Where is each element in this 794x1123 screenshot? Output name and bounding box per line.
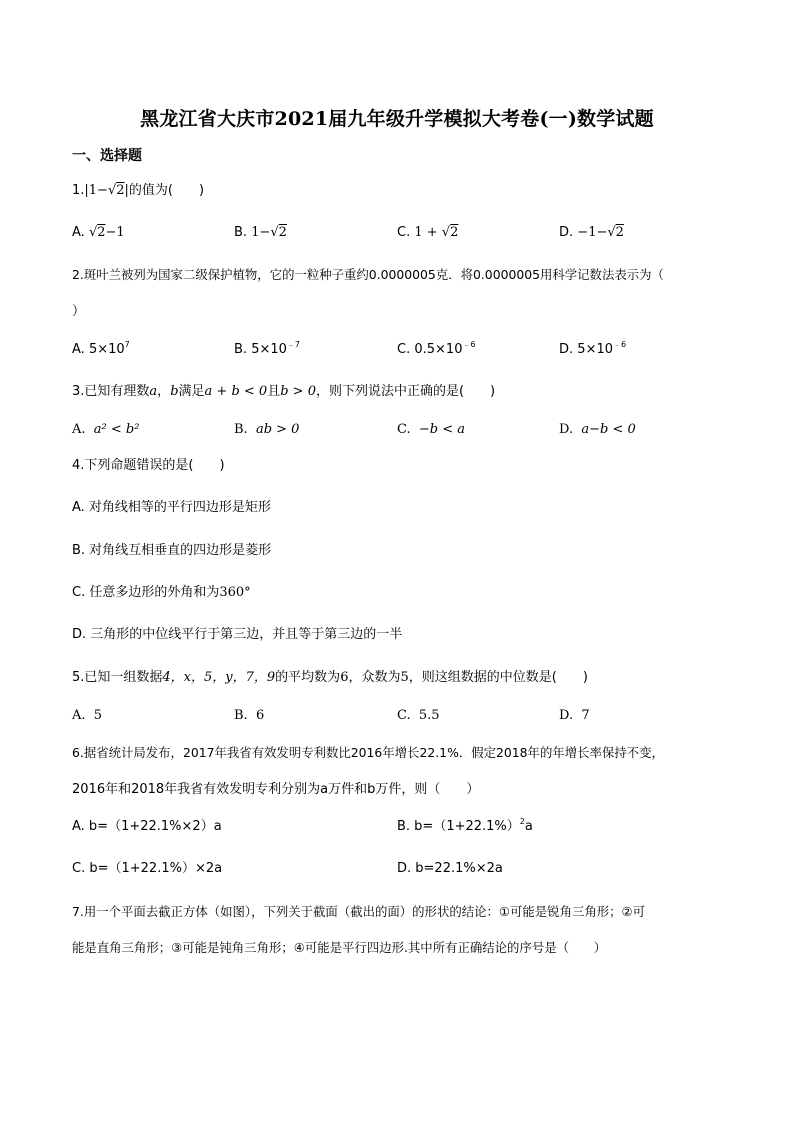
question-2-stem-line-1: 2.斑叶兰被列为国家二级保护植物，它的一粒种子重约0.0000005克．将0.0000005用科学记数法表示为（	[72, 267, 664, 282]
question-2-option-d[interactable]: D. $5\times 10^{﹣6}$	[559, 340, 627, 357]
question-5-stem: 5.已知一组数据4，x，5，y，7，9的平均数为6，众数为5，则这组数据的中位数是( )	[72, 670, 588, 685]
question-1-option-b[interactable]: B. 1−√2	[234, 225, 287, 240]
question-1-option-c[interactable]: C. 1 + √2	[397, 225, 459, 240]
question-2-stem-line-2: ）	[72, 304, 86, 319]
sqrt-symbol: √	[441, 225, 451, 240]
question-6-stem-line-1: 6.据省统计局发布，2017年我省有效发明专利数比2016年增长22.1%．假定2018年的年增长率保持不变，	[72, 745, 664, 760]
question-6-stem-line-2: 2016年和2018年我省有效发明专利分别为a万件和b万件，则（ ）	[72, 782, 480, 797]
question-3-stem: 3.已知有理数a，b满足a + b < 0且b > 0，则下列说法中正确的是( )	[72, 384, 496, 399]
question-7-stem-line-1: 7.用一个平面去截正方体（如图），下列关于截面（截出的面）的形状的结论：①可能是锐角三角形；②可	[72, 904, 646, 919]
question-2-option-a[interactable]: A. $5\times 10^7$	[72, 340, 130, 357]
question-4-option-d[interactable]: D. 三角形的中位线平行于第三边，并且等于第三边的一半	[72, 627, 403, 642]
question-1-option-d[interactable]: D. −1−√2	[559, 225, 624, 240]
question-5-option-a[interactable]: A. 5	[72, 708, 103, 723]
question-4-option-c[interactable]: C. 任意多边形的外角和为360°	[72, 585, 251, 600]
page-title: 黑龙江省大庆市2021届九年级升学模拟大考卷(一)数学试题	[140, 108, 654, 130]
question-1-option-a[interactable]: A. √2−1	[72, 225, 125, 240]
question-2-option-c[interactable]: C. $0.5\times 10^{﹣6}$	[397, 340, 476, 357]
question-3-option-a[interactable]: A. a² < b²	[72, 422, 140, 437]
sqrt-symbol: √	[107, 183, 117, 198]
question-5-option-c[interactable]: C. 5.5	[397, 708, 440, 723]
question-6-option-b[interactable]: B. $b=(1+22.1\%)^2a$	[397, 817, 533, 834]
sqrt-symbol: √	[607, 225, 616, 240]
sqrt-symbol: √	[270, 225, 279, 240]
question-4-option-b[interactable]: B. 对角线互相垂直的四边形是菱形	[72, 543, 272, 558]
question-3-option-c[interactable]: C. −b < a	[397, 422, 466, 437]
question-6-option-d[interactable]: D. b=22.1%×2a	[397, 861, 503, 876]
question-5-option-d[interactable]: D. 7	[559, 708, 590, 723]
sqrt-symbol: √	[88, 225, 98, 240]
question-4-stem: 4.下列命题错误的是( )	[72, 458, 225, 473]
question-2-option-b[interactable]: B. $5\times 10^{﹣7}$	[234, 340, 301, 357]
question-3-option-b[interactable]: B. ab > 0	[234, 422, 300, 437]
section-heading: 一、选择题	[72, 148, 142, 164]
question-5-option-b[interactable]: B. 6	[234, 708, 265, 723]
question-3-option-d[interactable]: D. a−b < 0	[559, 422, 636, 437]
question-6-option-c[interactable]: C. b=（1+22.1%）×2a	[72, 861, 223, 876]
question-6-option-a[interactable]: A. b=（1+22.1%×2）a	[72, 819, 222, 834]
question-1-stem: 1.|1−√2|的值为( )	[72, 183, 205, 198]
question-7-stem-line-2: 能是直角三角形；③可能是钝角三角形；④可能是平行四边形.其中所有正确结论的序号是（ ）	[72, 940, 607, 955]
question-4-option-a[interactable]: A. 对角线相等的平行四边形是矩形	[72, 500, 271, 515]
